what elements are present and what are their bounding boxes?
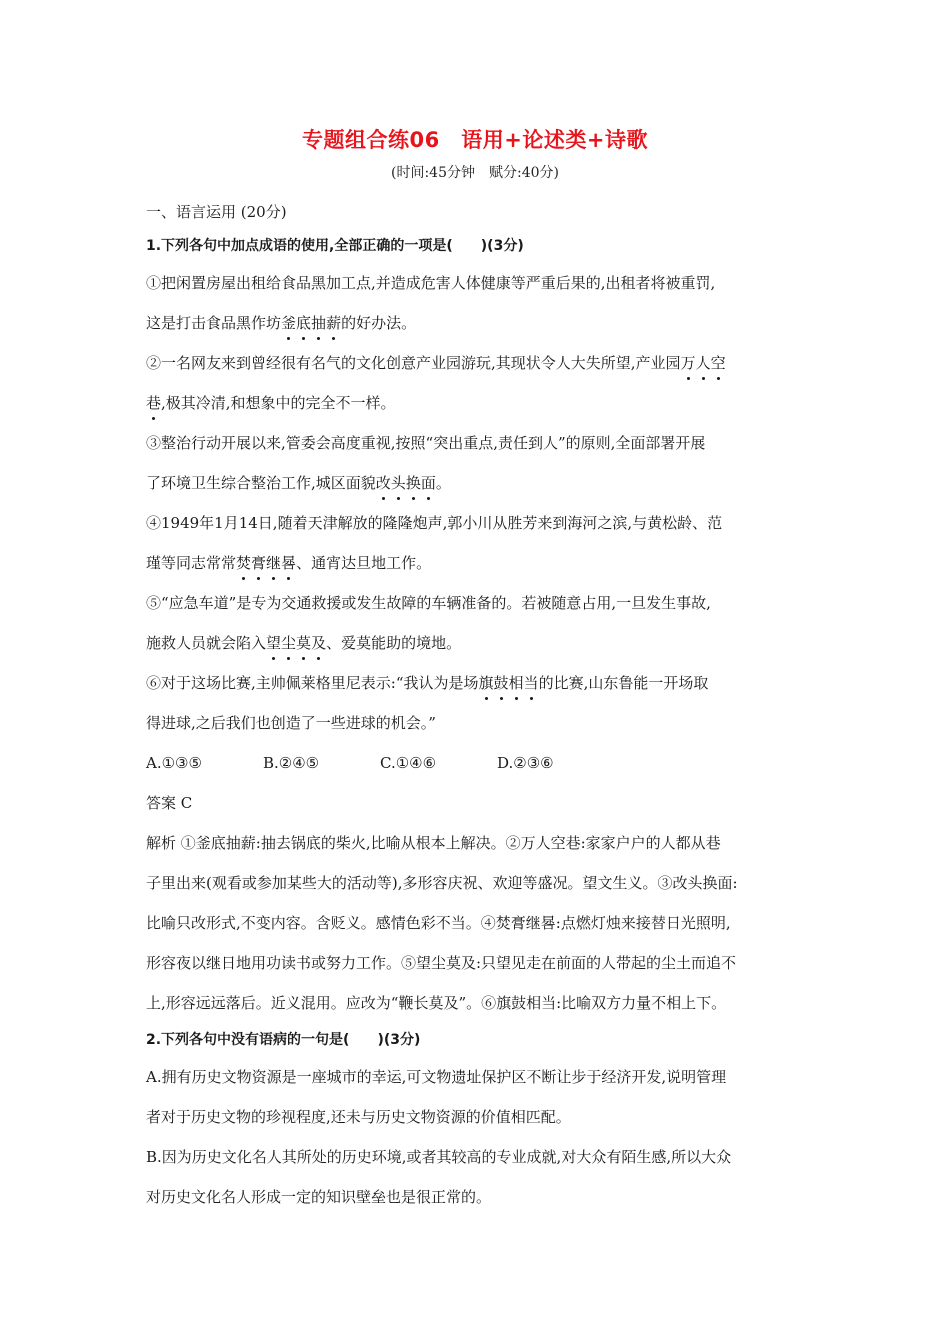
emphasis-dot-char: 继 — [266, 543, 281, 583]
emphasis-dot-char: 换 — [406, 463, 421, 503]
emphasis-dot-char: 及 — [311, 623, 326, 663]
q1-analysis-line: 比喻只改形式,不变内容。含贬义。感情色彩不当。④焚膏继晷:点燃灯烛来接替日光照明, — [146, 914, 731, 932]
dotted-idiom — [281, 314, 341, 332]
emphasis-dot-char: 尘 — [281, 623, 296, 663]
q1-answer: 答案 C — [146, 794, 193, 812]
q1-analysis-line: 上,形容远远落后。近义混用。应改为“鞭长莫及”。⑥旗鼓相当:比喻双方力量不相上下。 — [146, 994, 727, 1012]
emphasis-dot-char: 焚 — [236, 543, 251, 583]
emphasis-dot-char: 晷 — [281, 543, 296, 583]
q1-sentence-4-line-2: 瑾等同志常常焚膏继晷、通宵达旦地工作。 — [146, 543, 811, 583]
emphasis-dot-char: 巷 — [146, 383, 161, 423]
emphasis-dot-char: 人 — [696, 343, 711, 383]
q1-analysis-line: 子里出来(观看或参加某些大的活动等),多形容庆祝、欢迎等盛况。望文生义。③改头换面: — [146, 874, 738, 892]
emphasis-dot-char: 底 — [296, 303, 311, 343]
q1-sentence-6-line-1: ⑥对于这场比赛,主帅佩莱格里尼表示:“我认为是场旗鼓相当的比赛,山东鲁能一开场取 — [146, 663, 811, 703]
option-d: D.②③⑥ — [497, 754, 554, 772]
q1-sentence-6-line-2: 得进球,之后我们也创造了一些进球的机会。” — [146, 714, 436, 732]
option-c: C.①④⑥ — [380, 754, 437, 772]
q1-sentence-3-line-1: ③整治行动开展以来,管委会高度重视,按照“突出重点,责任到人”的原则,全面部署开展 — [146, 434, 706, 452]
emphasis-dot-char: 面 — [421, 463, 436, 503]
q1-sentence-5-line-2: 施救人员就会陷入望尘莫及、爱莫能助的境地。 — [146, 623, 811, 663]
document-body — [146, 195, 811, 1217]
q1-sentence-2-line-2: 巷,极其冷清,和想象中的完全不一样。 — [146, 383, 811, 423]
q2-option-b-line-1: B.因为历史文化名人其所处的历史环境,或者其较高的专业成就,对大众有陌生感,所以大众 — [146, 1148, 732, 1166]
dotted-idiom — [266, 634, 326, 652]
q1-analysis-line: 解析 ①釜底抽薪:抽去锅底的柴火,比喻从根本上解决。②万人空巷:家家户户的人都从巷 — [146, 834, 721, 852]
q2-option-a-line-1: A.拥有历史文物资源是一座城市的幸运,可文物遗址保护区不断让步于经济开发,说明管理 — [146, 1068, 727, 1086]
q1-sentence-2-line-1: ②一名网友来到曾经很有名气的文化创意产业园游玩,其现状令人大失所望,产业园万人空 — [146, 343, 811, 383]
emphasis-dot-char: 釜 — [281, 303, 296, 343]
q2-option-b-line-2: 对历史文化名人形成一定的知识壁垒也是很正常的。 — [146, 1188, 492, 1206]
dotted-idiom — [146, 394, 161, 412]
emphasis-dot-char: 万 — [681, 343, 696, 383]
page-title: 专题组合练06 语用+论述类+诗歌 — [302, 128, 648, 152]
option-b: B.②④⑤ — [263, 754, 320, 772]
emphasis-dot-char: 当 — [524, 663, 539, 703]
emphasis-dot-char: 旗 — [479, 663, 494, 703]
emphasis-dot-char: 头 — [391, 463, 406, 503]
q1-sentence-5-line-1: ⑤“应急车道”是专为交通救援或发生故障的车辆准备的。若被随意占用,一旦发生事故, — [146, 594, 711, 612]
emphasis-dot-char: 莫 — [296, 623, 311, 663]
q1-options — [146, 743, 811, 783]
dotted-idiom — [681, 354, 726, 372]
q1-sentence-1-line-2: 这是打击食品黑作坊釜底抽薪的好办法。 — [146, 303, 811, 343]
q1-analysis-line: 形容夜以继日地用功读书或努力工作。⑤望尘莫及:只望见走在前面的人带起的尘土而追不 — [146, 954, 737, 972]
emphasis-dot-char: 鼓 — [494, 663, 509, 703]
q1-sentence-3-line-2: 了环境卫生综合整治工作,城区面貌改头换面。 — [146, 463, 811, 503]
emphasis-dot-char: 空 — [711, 343, 726, 383]
question-2-stem: 2.下列各句中没有语病的一句是( )(3分) — [146, 1032, 421, 1048]
question-1-stem: 1.下列各句中加点成语的使用,全部正确的一项是( )(3分) — [146, 238, 524, 254]
dotted-idiom — [236, 554, 296, 572]
emphasis-dot-char: 膏 — [251, 543, 266, 583]
emphasis-dot-char: 改 — [376, 463, 391, 503]
page-subtitle: (时间:45分钟 赋分:40分) — [391, 165, 559, 181]
q2-option-a-line-2: 者对于历史文物的珍视程度,还未与历史文物资源的价值相匹配。 — [146, 1108, 571, 1126]
dotted-idiom — [479, 674, 539, 692]
emphasis-dot-char: 抽 — [311, 303, 326, 343]
dotted-idiom — [376, 474, 436, 492]
option-a: A.①③⑤ — [146, 754, 202, 772]
q1-sentence-4-line-1: ④1949年1月14日,随着天津解放的隆隆炮声,郭小川从胜芳来到海河之滨,与黄松龄、范 — [146, 514, 723, 532]
emphasis-dot-char: 相 — [509, 663, 524, 703]
emphasis-dot-char: 薪 — [326, 303, 341, 343]
section-heading: 一、语言运用 (20分) — [146, 203, 287, 221]
emphasis-dot-char: 望 — [266, 623, 281, 663]
q1-sentence-1-line-1: ①把闲置房屋出租给食品黑加工点,并造成危害人体健康等严重后果的,出租者将被重罚, — [146, 274, 716, 292]
